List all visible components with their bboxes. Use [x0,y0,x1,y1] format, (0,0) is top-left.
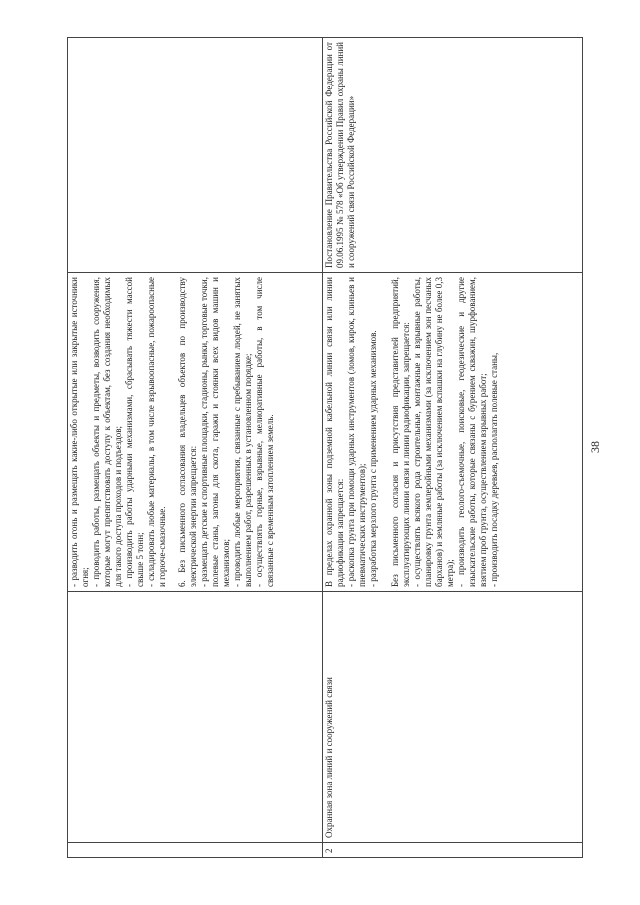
restriction-item: - осуществлять горные, взрывные, мелиоративные работы, в том числе связанные с временным затоплением земель. [254,277,275,587]
legal-document-cell [68,38,323,273]
zone-name-cell: Охранная зона линий и сооружений связи [323,592,583,843]
restriction-item: - проводить работы, размещать объекты и предметы, возводить сооружения, которые могут препятствовать доступу к объектам, без создания необходимых для такого доступа проходов и подъездов; [91,277,123,587]
restriction-item: - производить работы ударными механизмами, сбрасывать тяжести массой свыше 5 тонн; [124,277,145,587]
restriction-item: - разводить огонь и размещать какие-либо открытые или закрытые источники огня; [69,277,90,587]
page-number: 38 [588,441,602,453]
restrictions-cell [68,273,323,592]
restriction-item: - разработка мерзлого грунта с применением ударных механизмов. [368,330,378,587]
table-row [68,38,323,858]
row-number-cell [68,843,323,858]
restriction-item: 6. Без письменного согласования владельцев объектов по производству электрической энергии запрещается: [177,277,198,587]
restriction-item: - проводить любые мероприятия, связанные с пребыванием людей, не занятых выполнением работ, разрешенных в установленном порядке; [232,277,253,587]
zone-name-cell [68,592,323,843]
legal-document-cell: Постановление Правительства Российской Федерации от 09.06.1995 № 578 «Об утверждении Правил охраны линий и сооружений связи Российской Федерации» [323,38,583,273]
restrictions-table [67,37,583,858]
row-number-cell: 2 [323,843,583,858]
restriction-item: - складировать любые материалы, в том числе взрывоопасные, пожароопасные и горюче-смазочные. [146,277,167,587]
table-row [323,38,583,858]
rotated-page-content [67,38,582,858]
restriction-item: Без письменного согласия и присутствия представителей предприятий, эксплуатирующих линии связи и линии радиофикации, запрещается: [390,277,411,587]
restrictions-cell [323,273,583,592]
restriction-item: - производить посадку деревьев, располагать полевые станы, [489,352,499,587]
restriction-item: В пределах охранной зоны подземной кабельной линии связи или линии радиофикации запрещается: [324,277,345,587]
restriction-item: - раскопка грунта при помощи ударных инструментов (ломов, кирок, клиньев и пневматических инструментов); [346,277,367,587]
restriction-item: - производить геолого-съемочные, поисковые, геодезические и другие изыскательские работы, которые связаны с бурением скважин, шурфованием, взятием проб грунта, осуществлением взрывных работ; [456,277,488,587]
restriction-item: - осуществлять всякого рода строительные, монтажные и взрывные работы, планировку грунта землеройными механизмами (за исключением зон песчаных барханов) и земляные работы (за исключением вспашки на глубину не более 0,3 метра); [412,277,455,587]
restriction-item: - размещать детские и спортивные площадки, стадионы, рынки, торговые точки, полевые станы, загоны для скота, гаражи и стоянки всех видов машин и механизмов; [199,277,231,587]
